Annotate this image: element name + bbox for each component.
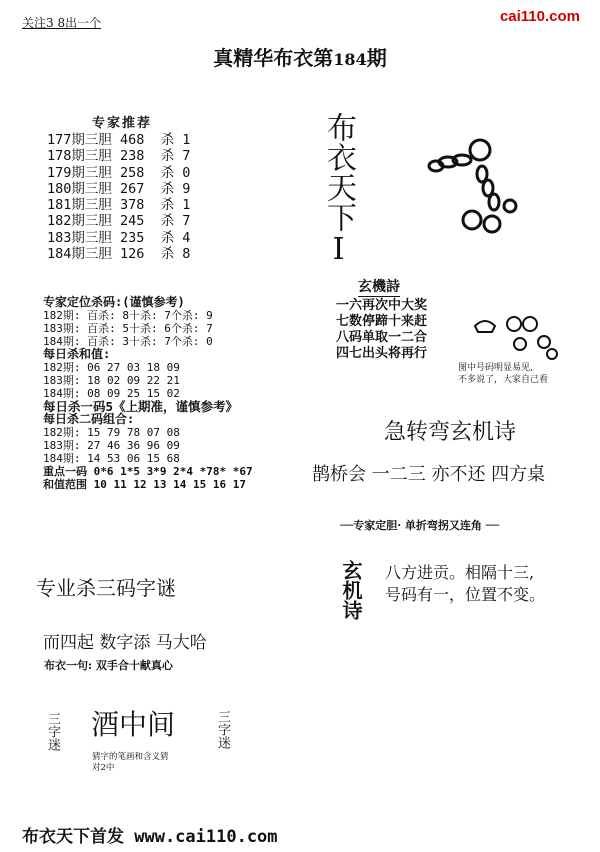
list-item: 180期三胆 267 杀 9 — [47, 180, 191, 197]
riddle-line: 而四起 数字添 马大哈 — [43, 633, 207, 653]
queqiao-line: 鹊桥会 一二三 亦不还 四方桌 — [312, 464, 546, 485]
key-group-line: 重点一码 0*6 1*5 3*9 2*4 *78* *67 — [43, 465, 253, 478]
coin-icon — [538, 336, 550, 348]
coin-chain-illustration — [420, 132, 530, 242]
coin-icon — [470, 140, 490, 160]
list-item: 181期三胆 378 杀 1 — [47, 197, 191, 214]
title-main: 真精华布衣第 — [213, 46, 334, 70]
issue-number: 184 — [333, 50, 367, 69]
list-item: 182期: 百杀: 8十杀: 7个杀: 9 — [43, 309, 213, 322]
list-item: 183期: 18 02 09 22 21 — [43, 374, 180, 387]
list-item: 178期三胆 238 杀 7 — [47, 148, 191, 165]
chain-link-icon — [489, 194, 499, 210]
list-item: 184期: 08 09 25 15 02 — [43, 387, 180, 400]
footer-site-text: 布衣天下首发 www.cai110.com — [22, 827, 278, 847]
site-logo[interactable]: cai110.com — [499, 8, 580, 25]
buyi-saying: 布衣一句: 双手合十献真心 — [44, 659, 173, 672]
page-title — [0, 42, 600, 71]
title-suffix: 期 — [366, 46, 387, 70]
poem-line: 一六再次中大奖 — [336, 298, 428, 313]
note-line: 猜字的笔画和含义猜 — [92, 752, 169, 762]
poem-note — [458, 362, 548, 386]
xuanji-lines — [385, 562, 545, 606]
list-item: 184期: 14 53 06 15 68 — [43, 452, 180, 465]
coin-icon — [547, 349, 557, 359]
list-item: 179期三胆 258 杀 0 — [47, 164, 191, 181]
list-item: 182期三胆 245 杀 7 — [47, 213, 191, 230]
poem-lines — [336, 298, 427, 362]
expert-dan-line: ──专家定胆· 单折弯拐又连角 ── — [340, 519, 499, 532]
one-code-line: 每日杀一码5《上期准，谨慎参考》 — [43, 399, 239, 414]
list-item: 182期: 06 27 03 18 09 — [43, 361, 180, 374]
poem-title: 玄機詩 — [358, 276, 400, 297]
xuanji-line: 八方进贡。相隔十三, — [385, 563, 535, 582]
xuanji-line: 号码有一，位置不变。 — [385, 585, 546, 604]
poem-line: 八码单取一二合 — [336, 330, 428, 345]
note-line: 图中号码明显易见, — [458, 363, 533, 373]
note-line: 不多说了，大家自己看 — [458, 375, 549, 385]
ingot-coins-illustration — [470, 312, 560, 362]
list-item: 183期: 百杀: 5十杀: 6个杀: 7 — [43, 322, 213, 335]
kill-three-riddle-heading: 专业杀三码字谜 — [36, 576, 176, 600]
riddle-word: 酒中间 — [91, 708, 176, 741]
note-line: 对2中 — [92, 763, 115, 773]
expert-recommend-list — [47, 132, 190, 262]
riddle-note — [92, 752, 169, 774]
sanzi-left-label: 三字迷 — [45, 712, 60, 751]
sum-heading: 每日杀和值: — [43, 347, 111, 361]
list-item: 177期三胆 468 杀 1 — [47, 132, 191, 148]
top-note: 关注3 8出一个 — [22, 16, 102, 30]
riddle-poem-heading: 急转弯玄机诗 — [383, 420, 516, 445]
kill-heading: 专家定位杀码:(谨慎参考) — [43, 295, 185, 309]
list-item: 183期: 27 46 36 96 09 — [43, 439, 180, 452]
coin-icon — [523, 317, 537, 331]
coin-icon — [514, 338, 526, 350]
list-item: 182期: 15 79 78 07 08 — [43, 426, 180, 439]
list-item: 184期: 百杀: 3十杀: 7个杀: 0 — [43, 335, 213, 348]
coin-icon — [504, 200, 516, 212]
coin-icon — [484, 216, 500, 232]
pair-heading: 每日杀二码组合: — [43, 412, 135, 426]
kill-code-block — [43, 296, 253, 491]
list-item: 184期三胆 126 杀 8 — [47, 246, 191, 263]
list-item: 183期三胆 235 杀 4 — [47, 229, 191, 246]
expert-recommend-heading: 专家推荐 — [92, 116, 153, 131]
xuanji-vertical: 玄机诗 — [339, 560, 363, 620]
poem-line: 四七出头将再行 — [336, 346, 428, 361]
sanzi-right-label: 三字迷 — [215, 710, 230, 749]
coin-icon — [463, 211, 481, 229]
sum-range-line: 和值范围 10 11 12 13 14 15 16 17 — [43, 478, 246, 491]
coin-icon — [507, 317, 521, 331]
ingot-icon — [475, 321, 495, 332]
buyi-vertical-title: 布衣天下I — [321, 112, 356, 267]
poem-line: 七数停蹄十来赶 — [336, 314, 428, 329]
